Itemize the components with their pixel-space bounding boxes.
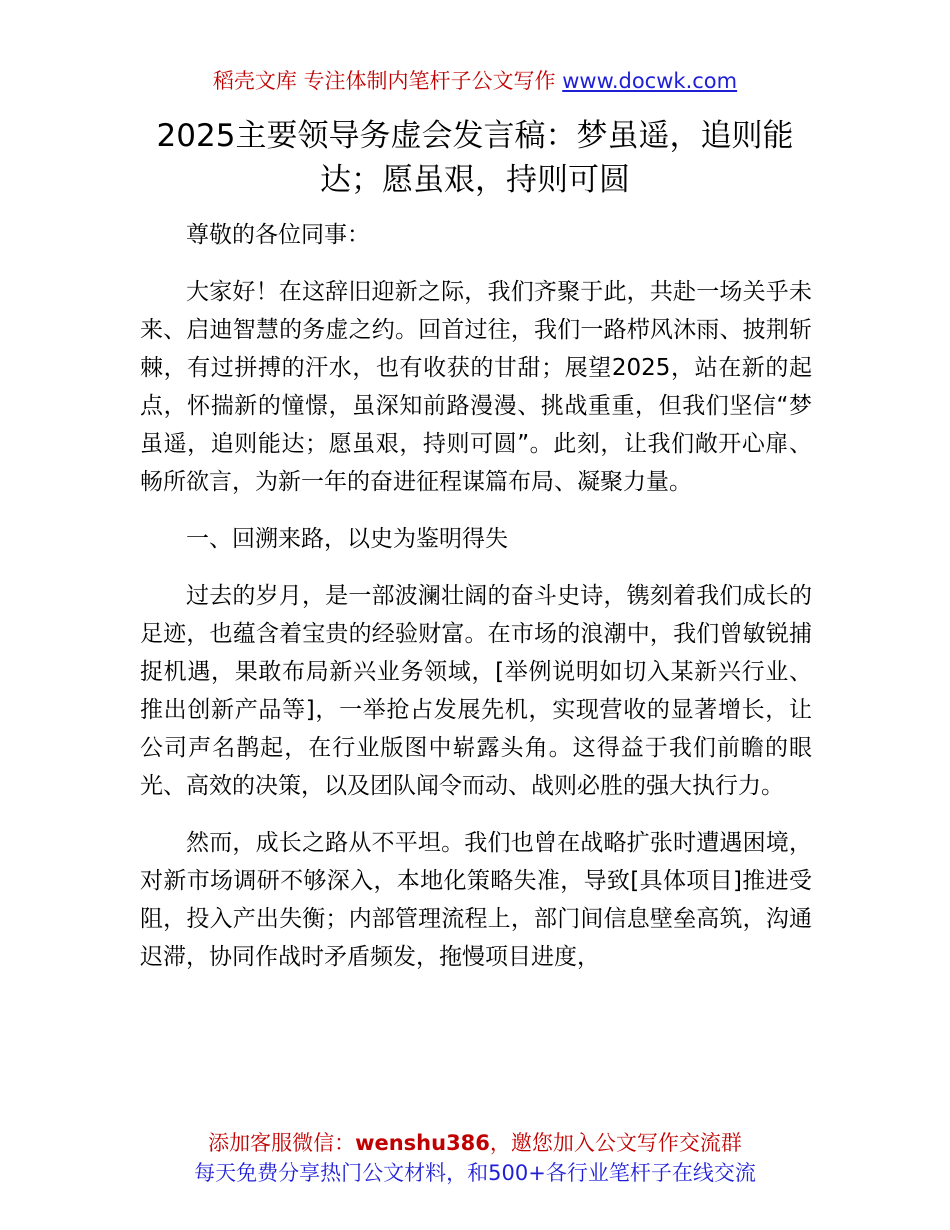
footer-contact-prefix: 添加客服微信： — [208, 1131, 356, 1155]
brand-slogan: 稻壳文库 专注体制内笔杆子公文写作 — [212, 69, 563, 93]
salutation: 尊敬的各位同事： — [186, 222, 370, 248]
footer-promo-line: 每天免费分享热门公文材料，和500+各行业笔杆子在线交流 — [194, 1161, 756, 1185]
document-body — [140, 216, 812, 976]
body-paragraph: 大家好！在这辞旧迎新之际，我们齐聚于此，共赴一场关乎未来、启迪智慧的务虚之约。回首过往，我们一路栉风沐雨、披荆斩棘，有过拼搏的汗水，也有收获的甘甜；展望2025，站在新的起点，怀揣新的憧憬，虽深知前路漫漫、挑战重重，但我们坚信“梦虽遥，追则能达；愿虽艰，持则可圆”。此刻，让我们敞开心扉、畅所欲言，为新一年的奋进征程谋篇布局、凝聚力量。 — [140, 279, 812, 495]
document-title: 2025主要领导务虚会发言稿：梦虽遥，追则能达；愿虽艰，持则可圆 — [156, 118, 794, 198]
site-header — [0, 66, 950, 96]
footer-contact-line — [0, 1128, 950, 1158]
body-paragraph: 过去的岁月，是一部波澜壮阔的奋斗史诗，镌刻着我们成长的足迹，也蕴含着宝贵的经验财富。在市场的浪潮中，我们曾敏锐捕捉机遇，果敢布局新兴业务领域，[举例说明如切入某新兴行业、推出创新产品等]，一举抢占发展先机，实现营收的显著增长，让公司声名鹊起，在行业版图中崭露头角。这得益于我们前瞻的眼光、高效的决策，以及团队闻令而动、战则必胜的强大执行力。 — [140, 583, 812, 799]
wechat-id: wenshu386 — [355, 1131, 490, 1155]
footer-contact-suffix: ，邀您加入公文写作交流群 — [489, 1131, 742, 1155]
website-link[interactable]: www.docwk.com — [562, 69, 738, 93]
body-paragraph: 然而，成长之路从不平坦。我们也曾在战略扩张时遭遇困境，对新市场调研不够深入，本地化策略失准，导致[具体项目]推进受阻，投入产出失衡；内部管理流程上，部门间信息壁垒高筑，沟通迟滞，协同作战时矛盾频发，拖慢项目进度， — [140, 830, 812, 970]
site-footer — [0, 1128, 950, 1188]
section-heading: 一、回溯来路，以史为鉴明得失 — [186, 526, 508, 552]
